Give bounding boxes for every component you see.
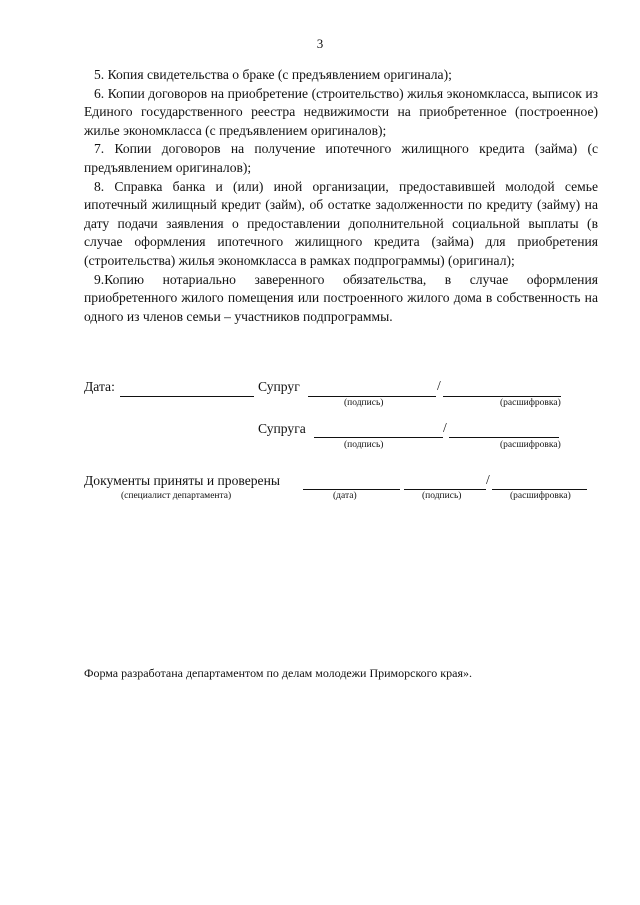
- acceptance-decode-line[interactable]: [492, 489, 587, 490]
- husband-slash: /: [437, 378, 441, 393]
- acceptance-decode-caption: (расшифровка): [510, 491, 571, 501]
- wife-label: Супруга: [258, 421, 306, 436]
- wife-decode-caption: (расшифровка): [500, 440, 561, 450]
- paragraph-item-6: 6. Копии договоров на приобретение (строительство) жилья экономкласса, выписок из Единого государственного реестра недвижимости на приобретенное (построенное) жилье экономкласса (с предъявлением оригиналов);: [84, 85, 598, 138]
- footer-note: Форма разработана департаментом по делам молодежи Приморского края».: [84, 666, 472, 680]
- acceptance-date-caption: (дата): [333, 491, 357, 501]
- husband-label: Супруг: [258, 379, 300, 394]
- wife-signature-line[interactable]: [314, 437, 443, 438]
- husband-decode-line[interactable]: [443, 396, 561, 397]
- paragraph-item-8: 8. Справка банка и (или) иной организации, предоставившей молодой семье ипотечный жилищный кредит (займ), об остатке задолженности по кредиту (займу) на дату подачи заявления о предоставлении дополнительной социальной выплаты (в случае оформления ипотечного жилищного кредита (займа) для приобретения (строительства) жилья экономкласса в рамках подпрограммы) (оригинал);: [84, 178, 598, 268]
- paragraph-item-5: 5. Копия свидетельства о браке (с предъявлением оригинала);: [94, 67, 452, 82]
- date-field-line[interactable]: [120, 396, 254, 397]
- wife-signature-caption: (подпись): [344, 440, 384, 450]
- paragraph-item-9: 9.Копию нотариально заверенного обязательства, в случае оформления приобретенного жилого помещения или построенного жилого дома в собственность на одного из членов семьи – участников подпрограммы.: [84, 271, 598, 324]
- paragraph-item-7: 7. Копии договоров на получение ипотечного жилищного кредита (займа) (с предъявлением оригиналов);: [84, 141, 598, 175]
- acceptance-date-line[interactable]: [303, 489, 400, 490]
- wife-decode-line[interactable]: [449, 437, 559, 438]
- page-number: 3: [316, 36, 324, 51]
- acceptance-slash: /: [486, 472, 490, 487]
- acceptance-signature-caption: (подпись): [422, 491, 462, 501]
- acceptance-label: Документы приняты и проверены: [84, 473, 280, 488]
- husband-signature-line[interactable]: [308, 396, 436, 397]
- specialist-caption: (специалист департамента): [121, 491, 232, 501]
- acceptance-signature-line[interactable]: [404, 489, 486, 490]
- husband-decode-caption: (расшифровка): [500, 398, 561, 408]
- wife-slash: /: [443, 420, 447, 435]
- husband-signature-caption: (подпись): [344, 398, 384, 408]
- document-body: [84, 66, 598, 326]
- date-label: Дата:: [84, 379, 115, 394]
